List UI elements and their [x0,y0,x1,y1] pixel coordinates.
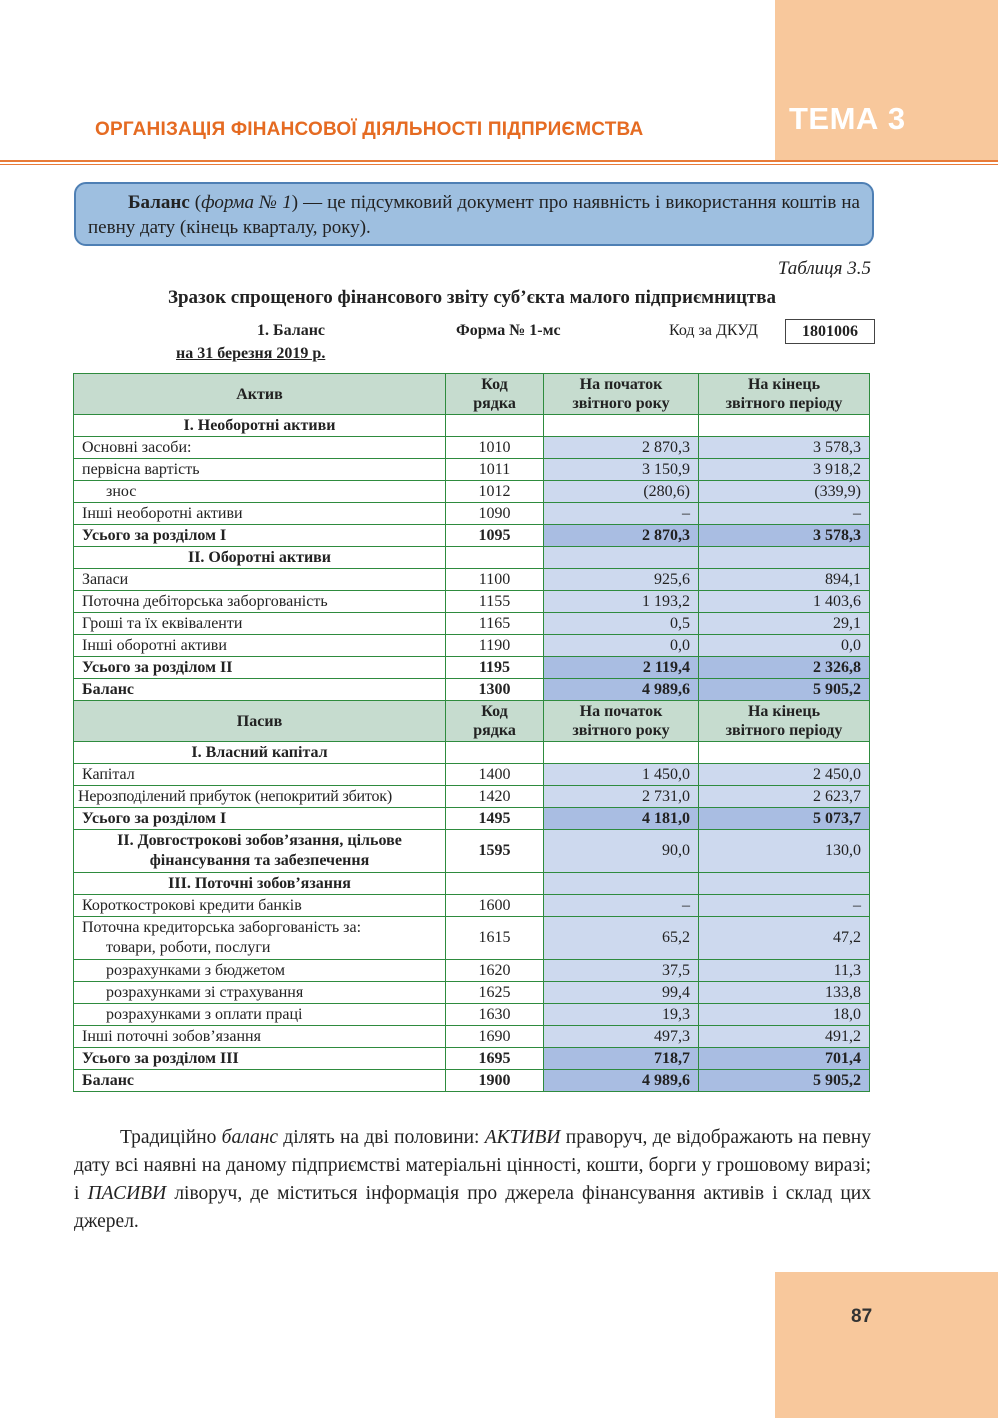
theme-label: ТЕМА 3 [789,101,906,136]
table-title: Зразок спрощеного фінансового звіту суб’єкта малого підприємництва [167,287,777,308]
row-code [446,547,544,569]
row-end-value: 1 403,6 [699,591,870,613]
table-row [74,613,870,635]
row-start-value: 3 150,9 [544,459,699,481]
row-code: 1010 [446,437,544,459]
row-label: розрахунками з бюджетом [74,960,446,982]
row-label: Баланс [74,1070,446,1092]
end-header: На кінець звітного періоду [699,701,870,742]
row-code: 1620 [446,960,544,982]
table-row [74,830,870,873]
row-label: Основні засоби: [74,437,446,459]
row-end-value: 18,0 [699,1004,870,1026]
row-end-value: 2 450,0 [699,764,870,786]
row-end-value: – [699,503,870,525]
row-start-value: (280,6) [544,481,699,503]
row-end-value: 5 073,7 [699,808,870,830]
table-row [74,1048,870,1070]
row-label: Поточна дебіторська заборгованість [74,591,446,613]
row-code [446,742,544,764]
row-code: 1595 [446,830,544,873]
row-start-value: 2 119,4 [544,657,699,679]
table-row [74,591,870,613]
row-code: 1190 [446,635,544,657]
row-end-value: 130,0 [699,830,870,873]
table-row [74,1026,870,1048]
row-label: первісна вартість [74,459,446,481]
table-row [74,982,870,1004]
table-row [74,635,870,657]
row-label: Баланс [74,679,446,701]
row-start-value: 99,4 [544,982,699,1004]
row-label: Запаси [74,569,446,591]
row-end-value [699,415,870,437]
row-end-value [699,547,870,569]
row-label: Інші поточні зобов’язання [74,1026,446,1048]
pasyv-header: Пасив [74,701,446,742]
row-end-value: 3 578,3 [699,525,870,547]
row-end-value: 2 623,7 [699,786,870,808]
row-code: 1625 [446,982,544,1004]
row-end-value: – [699,895,870,917]
row-start-value [544,547,699,569]
page-number-tab [775,1272,998,1418]
definition-open: ( [189,192,202,213]
row-label: ІІ. Оборотні активи [74,547,446,569]
row-start-value: – [544,895,699,917]
row-code: 1630 [446,1004,544,1026]
row-code: 1090 [446,503,544,525]
row-end-value: 3 578,3 [699,437,870,459]
row-label: ІІ. Довгострокові зобов’язання, цільове фінансування та забезпечення [74,830,446,873]
table-row [74,786,870,808]
row-start-value: 19,3 [544,1004,699,1026]
balance-date: на 31 березня 2019 р. [176,345,326,362]
row-label: Гроші та їх еквіваленти [74,613,446,635]
row-start-value [544,742,699,764]
row-start-value: 497,3 [544,1026,699,1048]
row-end-value: 47,2 [699,917,870,960]
row-label: розрахунками з оплати праці [74,1004,446,1026]
table-row [74,547,870,569]
table-row [74,742,870,764]
definition-text: ) — це підсумковий документ про наявність і використання коштів на певну дату (кінець кварталу, року). [88,192,860,238]
row-start-value: 4 989,6 [544,679,699,701]
row-start-value: 925,6 [544,569,699,591]
start-header: На початок звітного року [544,374,699,415]
aktiv-header-row [74,374,870,415]
row-end-value: 3 918,2 [699,459,870,481]
table-row [74,657,870,679]
row-end-value: 491,2 [699,1026,870,1048]
row-label: І. Власний капітал [74,742,446,764]
row-code: 1155 [446,591,544,613]
table-caption: Таблиця 3.5 [777,258,871,279]
header-rule-thin [0,164,998,165]
row-label: Капітал [74,764,446,786]
table-row [74,481,870,503]
row-code: 1095 [446,525,544,547]
table-row [74,873,870,895]
row-start-value: 4 989,6 [544,1070,699,1092]
row-end-value: 133,8 [699,982,870,1004]
row-label: Інші необоротні активи [74,503,446,525]
row-label: Поточна кредиторська заборгованість за: товари, роботи, послуги [74,917,446,960]
balance-table [73,373,870,1092]
table-row [74,415,870,437]
row-start-value: 4 181,0 [544,808,699,830]
balance-table-body [74,374,870,1092]
row-end-value: 701,4 [699,1048,870,1070]
row-start-value: – [544,503,699,525]
theme-tab [775,0,998,160]
row-code: 1195 [446,657,544,679]
row-code: 1495 [446,808,544,830]
row-start-value: 1 193,2 [544,591,699,613]
row-code: 1400 [446,764,544,786]
aktiv-header: Актив [74,374,446,415]
chapter-title: ОРГАНІЗАЦІЯ ФІНАНСОВОЇ ДІЯЛЬНОСТІ ПІДПРИЄМСТВА [95,119,644,140]
row-end-value: 2 326,8 [699,657,870,679]
row-code: 1100 [446,569,544,591]
body-paragraph: Традиційно баланс ділять на дві половини: АКТИВИ праворуч, де відображають на певну дату всі наявні на даному підприємстві матеріальні цінності, кошти, борги у грошовому виразі; і ПАСИВИ ліворуч, де міститься інформація про джерела фінансування активів і склад цих джерел. [74,1127,871,1232]
row-start-value: 37,5 [544,960,699,982]
end-header: На кінець звітного періоду [699,374,870,415]
row-code: 1300 [446,679,544,701]
pasyv-header-row [74,701,870,742]
row-start-value: 90,0 [544,830,699,873]
row-start-value: 65,2 [544,917,699,960]
row-code: 1165 [446,613,544,635]
row-start-value: 2 870,3 [544,525,699,547]
row-label: знос [74,481,446,503]
table-row [74,437,870,459]
table-row [74,569,870,591]
row-start-value: 2 731,0 [544,786,699,808]
row-code [446,415,544,437]
row-label: Інші оборотні активи [74,635,446,657]
table-row [74,895,870,917]
row-code [446,873,544,895]
table-row [74,960,870,982]
balance-title: 1. Баланс [257,322,326,339]
row-code: 1600 [446,895,544,917]
table-row [74,1004,870,1026]
kod-label: Код за ДКУД [669,322,758,339]
table-row [74,525,870,547]
row-start-value [544,415,699,437]
row-label: Короткострокові кредити банків [74,895,446,917]
kod-value: 1801006 [785,319,875,344]
row-start-value: 0,0 [544,635,699,657]
start-header: На початок звітного року [544,701,699,742]
row-end-value: 0,0 [699,635,870,657]
row-end-value: 894,1 [699,569,870,591]
row-label: Нерозподілений прибуток (непокритий збиток) [74,786,446,808]
row-start-value: 718,7 [544,1048,699,1070]
row-code: 1690 [446,1026,544,1048]
row-code: 1900 [446,1070,544,1092]
table-row [74,808,870,830]
row-start-value: 1 450,0 [544,764,699,786]
code-header: Код рядка [446,701,544,742]
table-row [74,764,870,786]
page-number: 87 [851,1306,873,1327]
row-code: 1420 [446,786,544,808]
table-row [74,1070,870,1092]
row-label: розрахунками зі страхування [74,982,446,1004]
row-label: І. Необоротні активи [74,415,446,437]
code-header: Код рядка [446,374,544,415]
row-end-value [699,873,870,895]
row-code: 1615 [446,917,544,960]
definition-term: Баланс [128,192,190,213]
row-end-value: 5 905,2 [699,1070,870,1092]
row-end-value: (339,9) [699,481,870,503]
row-start-value: 0,5 [544,613,699,635]
row-end-value: 11,3 [699,960,870,982]
row-code: 1695 [446,1048,544,1070]
definition-box [74,182,874,246]
row-label: Усього за розділом ІІІ [74,1048,446,1070]
row-start-value: 2 870,3 [544,437,699,459]
row-end-value [699,742,870,764]
row-label: Усього за розділом ІІ [74,657,446,679]
row-code: 1011 [446,459,544,481]
form-number: Форма № 1-мс [456,322,561,339]
row-end-value: 29,1 [699,613,870,635]
row-end-value: 5 905,2 [699,679,870,701]
row-code: 1012 [446,481,544,503]
row-label: Усього за розділом І [74,808,446,830]
table-row [74,459,870,481]
definition-form: форма № 1 [201,192,292,213]
table-row [74,679,870,701]
row-label: Усього за розділом І [74,525,446,547]
row-label: ІІІ. Поточні зобов’язання [74,873,446,895]
table-row [74,917,870,960]
row-start-value [544,873,699,895]
table-row [74,503,870,525]
header-rule [0,160,998,162]
